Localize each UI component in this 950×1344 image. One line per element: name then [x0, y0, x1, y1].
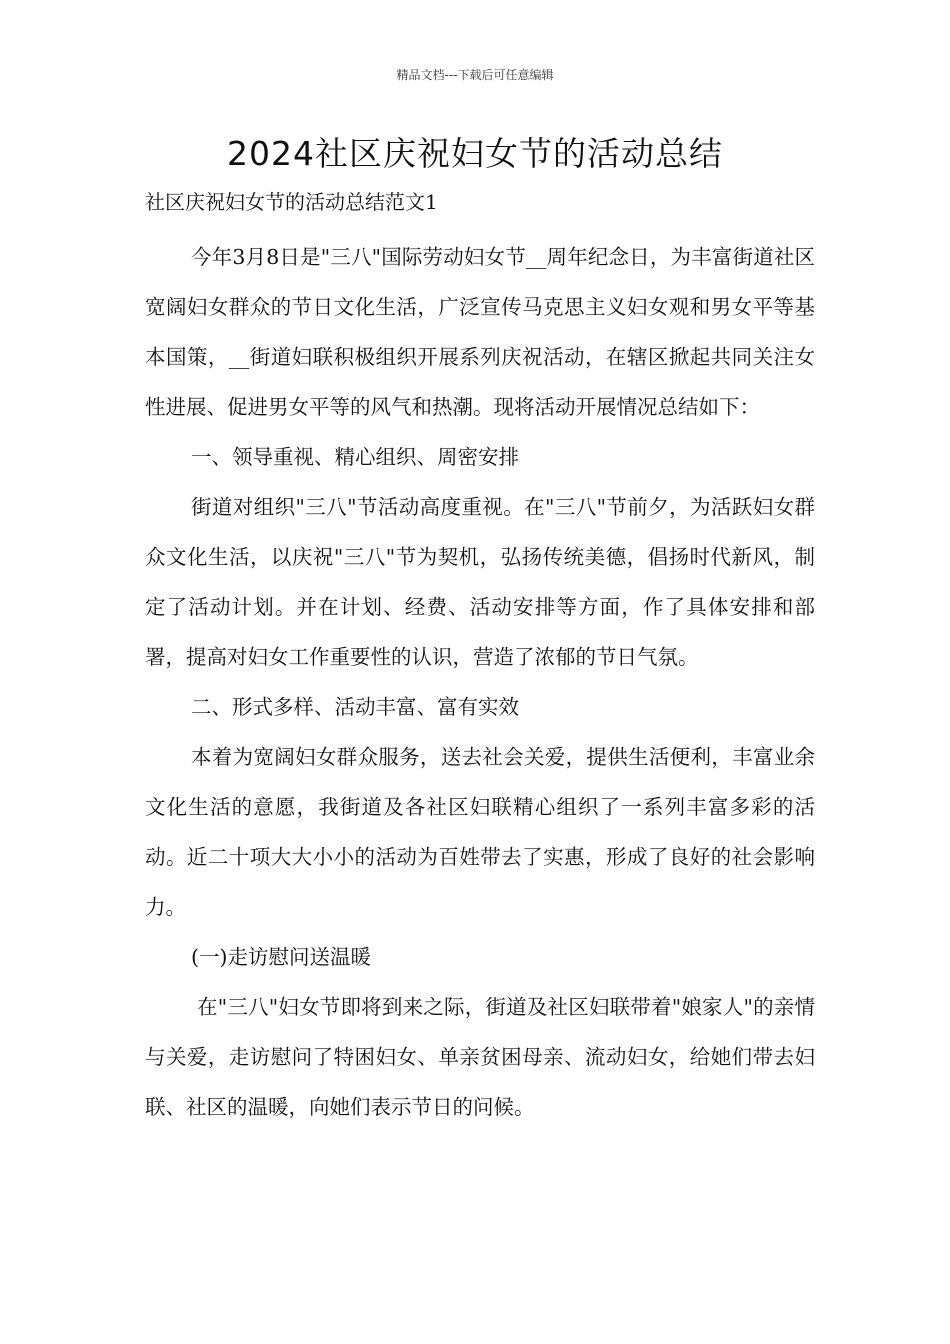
- subsection-heading-1: (一)走访慰问送温暖: [191, 945, 371, 969]
- document-subtitle: 社区庆祝妇女节的活动总结范文1: [145, 190, 438, 214]
- paragraph-subsection-1: 在"三八"妇女节即将到来之际，街道及社区妇联带着"娘家人"的亲情与关爱，走访慰问了特困妇女、单亲贫困母亲、流动妇女，给她们带去妇联、社区的温暖，向她们表示节日的问候。: [145, 995, 815, 1119]
- section-heading-1: 一、领导重视、精心组织、周密安排: [191, 445, 519, 469]
- document-body: [145, 232, 815, 1132]
- section-heading-2: 二、形式多样、活动丰富、富有实效: [191, 695, 519, 719]
- paragraph-section-2: 本着为宽阔妇女群众服务，送去社会关爱，提供生活便利，丰富业余文化生活的意愿，我街道及各社区妇联精心组织了一系列丰富多彩的活动。近二十项大大小小的活动为百姓带去了实惠，形成了良好的社会影响力。: [145, 745, 815, 919]
- document-title: 2024社区庆祝妇女节的活动总结: [227, 134, 723, 173]
- paragraph-intro: 今年3月8日是"三八"国际劳动妇女节__周年纪念日，为丰富街道社区宽阔妇女群众的节日文化生活，广泛宣传马克思主义妇女观和男女平等基本国策，__街道妇联积极组织开展系列庆祝活动，在辖区掀起共同关注女性进展、促进男女平等的风气和热潮。现将活动开展情况总结如下：: [145, 245, 815, 419]
- header-note: 精品文档---下载后可任意编辑: [396, 68, 554, 82]
- paragraph-section-1: 街道对组织"三八"节活动高度重视。在"三八"节前夕，为活跃妇女群众文化生活，以庆祝"三八"节为契机，弘扬传统美德，倡扬时代新风，制定了活动计划。并在计划、经费、活动安排等方面，作了具体安排和部署，提高对妇女工作重要性的认识，营造了浓郁的节日气氛。: [145, 495, 815, 669]
